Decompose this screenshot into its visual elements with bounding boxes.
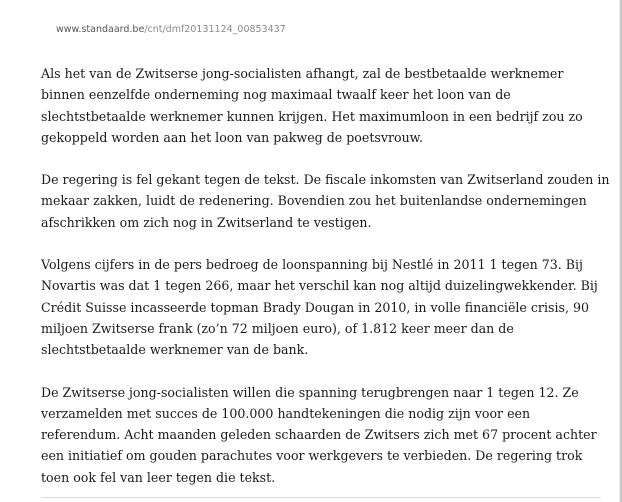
article-body xyxy=(41,63,611,502)
bottom-divider xyxy=(41,497,601,498)
article-paragraph-1: Als het van de Zwitserse jong-socialisten afhangt, zal de bestbetaalde werknemer binnen eenzelfde onderneming nog maximaal twaalf keer het loon van de slechtstbetaalde werknemer kunnen krijgen. Het maximumloon in een bedrijf zou zo gekoppeld worden aan het loon van pakweg de poetsvrouw. xyxy=(41,66,583,145)
source-url-path: /cnt/dmf20131124_00853437 xyxy=(144,24,286,35)
source-url[interactable] xyxy=(56,24,286,35)
article-paragraph-4: De Zwitserse jong-socialisten willen die spanning terugbrengen naar 1 tegen 12. Ze verzamelden met succes de 100.000 handtekeningen die nodig zijn voor een referendum. Acht maanden geleden schaarden de Zwitsers zich met 67 procent achter een initiatief om gouden parachutes voor werkgevers te verbieden. De regering trok toen ook fel van leer tegen die tekst. xyxy=(41,384,597,485)
article-paragraph-3: Volgens cijfers in de pers bedroeg de loonspanning bij Nestlé in 2011 1 tegen 73. Bij Novartis was dat 1 tegen 266, maar het verschil kan nog altijd duizelingwekkender. Bij Crédit Suisse incasseerde topman Brady Dougan in 2010, in volle financiële crisis, 90 miljoen Zwitserse frank (zo’n 72 miljoen euro), of 1.812 keer meer dan de slechtstbetaalde werknemer van de bank. xyxy=(41,257,598,358)
source-url-domain: www.standaard.be xyxy=(56,24,145,35)
article-paragraph-2: De regering is fel gekant tegen de tekst. De fiscale inkomsten van Zwitserland zouden in mekaar zakken, luidt de redenering. Bovendien zou het buitenlandse ondernemingen afschrikken om zich nog in Zwitserland te vestigen. xyxy=(41,172,610,230)
